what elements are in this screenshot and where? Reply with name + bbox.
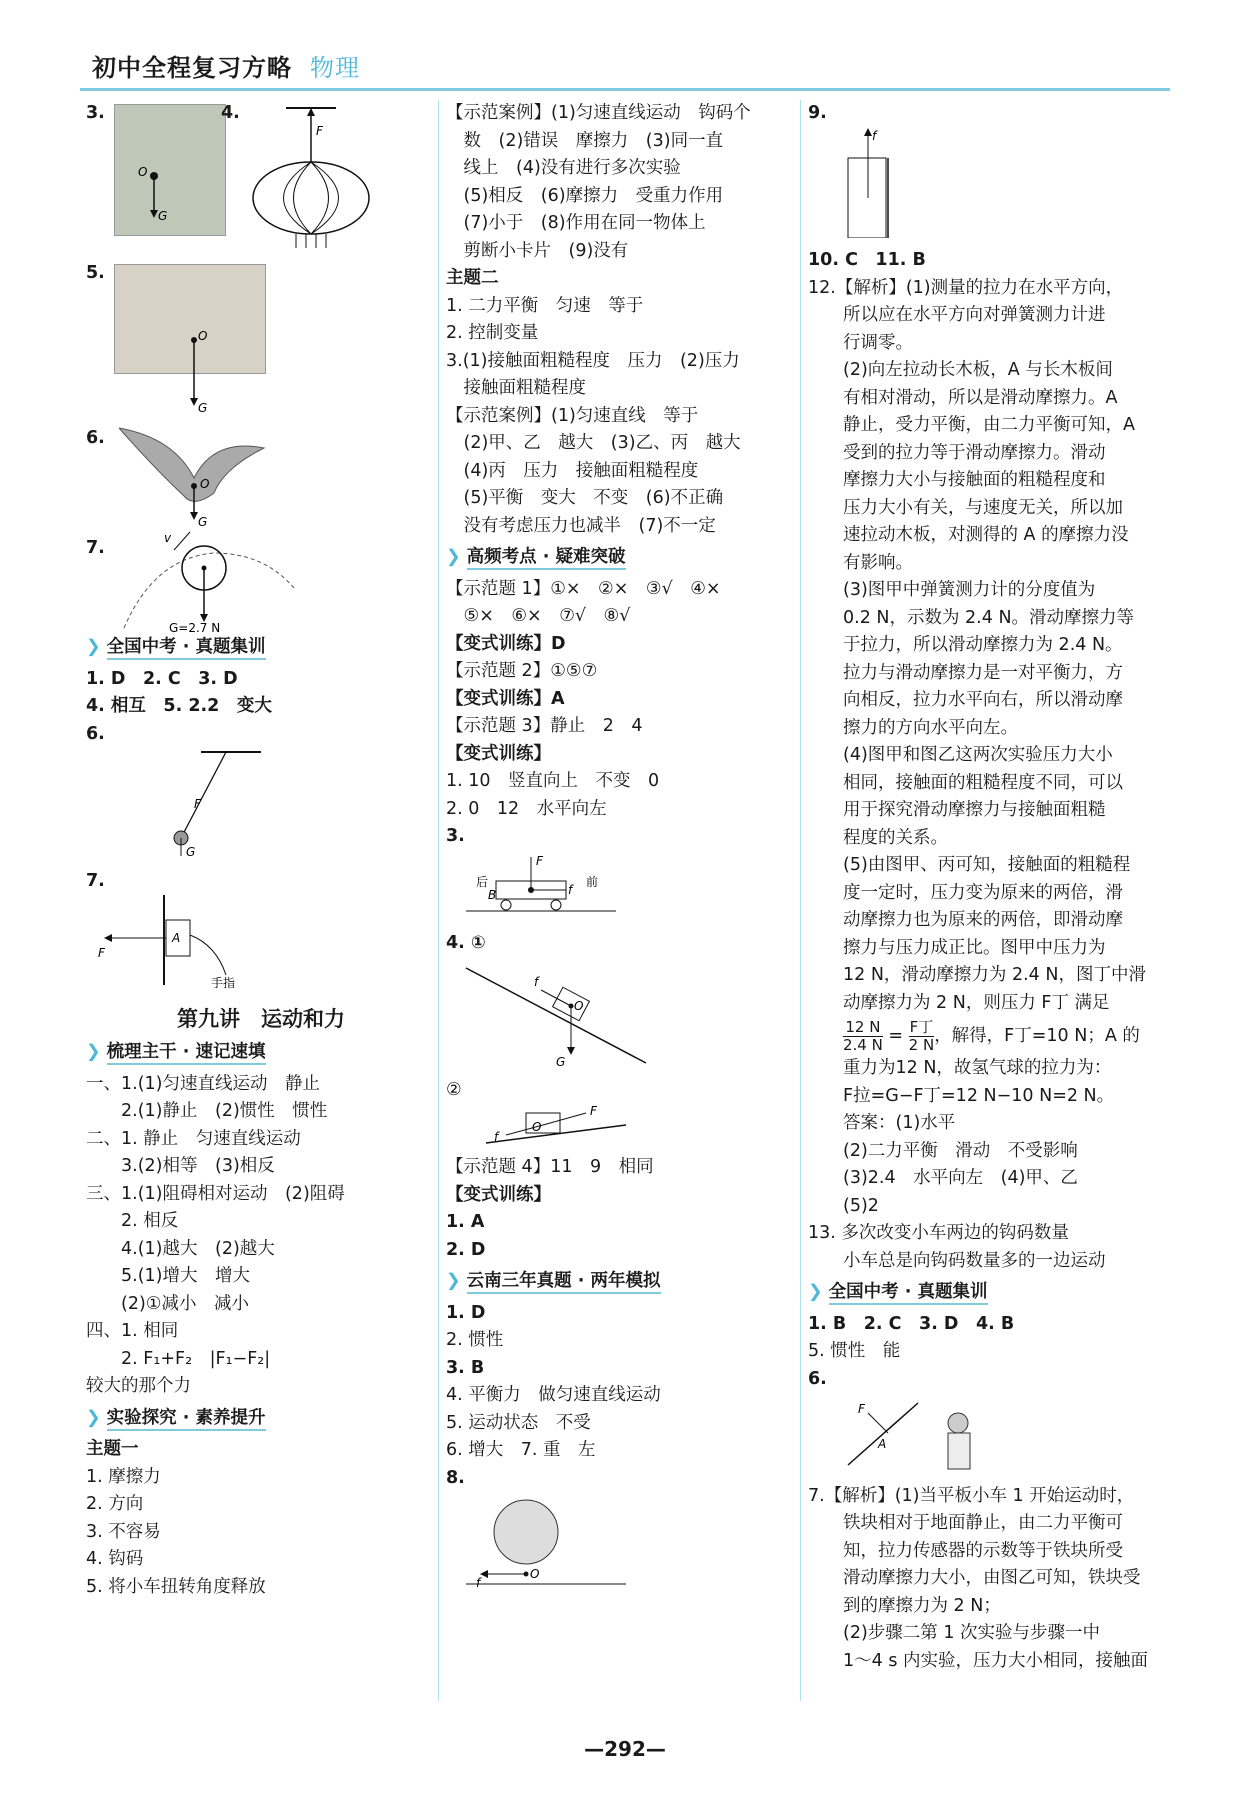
text-line: 1. D [446, 1302, 486, 1323]
fig-label: 4. [221, 103, 240, 123]
text-line: 三、1.(1)阻碍相对运动 (2)阻碍 [86, 1183, 345, 1204]
text-line: F拉=G−F丁=12 N−10 N=2 N。 [843, 1085, 1115, 1106]
text-line: 3.(1)接触面粗糙程度 压力 (2)压力 [446, 350, 740, 371]
panda-diagram [446, 1492, 646, 1592]
column-divider [800, 100, 801, 1701]
text-line: 度一定时，压力变为原来的两倍，滑 [843, 882, 1123, 903]
text-line: 12.【解析】(1)测量的拉力在水平方向， [808, 277, 1124, 298]
text-line: 较大的那个力 [86, 1376, 191, 1396]
column-3 [808, 100, 1173, 1675]
label-O: O [530, 1567, 540, 1581]
ball-gravity-diagram [114, 528, 304, 633]
pendulum-diagram [86, 748, 286, 858]
text-line: 【示范题 4】11 9 相同 [446, 1157, 654, 1177]
answer-line: 6. [86, 723, 105, 744]
text-line: 程度的关系。 [843, 827, 948, 848]
text-line: (2)①减小 减小 [121, 1293, 249, 1314]
text-line: 【示范题 1】①× ②× ③√ ④× [446, 578, 721, 599]
fraction-tail: ，解得，F丁=10 N；A 的 [934, 1026, 1140, 1046]
question-label: 9. [808, 103, 827, 123]
text-line: (2)甲、乙 越大 (3)乙、丙 越大 [463, 433, 741, 453]
text-line: 8. [446, 1467, 465, 1488]
text-line: 于拉力，所以滑动摩擦力为 2.4 N。 [843, 635, 1123, 655]
text-line: 所以应在水平方向对弹簧测力计进 [843, 305, 1106, 325]
figures-3-7 [86, 100, 436, 633]
text-line: 5. 惯性 能 [808, 1341, 901, 1361]
text-line: 速拉动木板，对测得的 A 的摩擦力没 [843, 525, 1129, 545]
text-line: 2. D [446, 1239, 486, 1260]
label-O: O [198, 329, 208, 343]
text-line: 小车总是向钩码数量多的一边运动 [843, 1250, 1106, 1271]
header-rule [80, 88, 1170, 91]
text-line: 4.(1)越大 (2)越大 [121, 1238, 275, 1259]
label-O: O [532, 1119, 542, 1134]
javelin-diagram [808, 1393, 1028, 1473]
answer-line: 1. D 2. C 3. D [86, 668, 238, 689]
text-line: 动摩擦力为 2 N，则压力 F丁 满足 [843, 992, 1110, 1013]
monkey-gravity-diagram [114, 104, 226, 236]
text-line: 10. C 11. B [808, 250, 926, 270]
label-G: G [198, 515, 208, 528]
text-line: 1. B 2. C 3. D 4. B [808, 1313, 1015, 1334]
text-line: (4)图甲和图乙这两次实验压力大小 [843, 745, 1113, 765]
text-line: 5.(1)增大 增大 [121, 1266, 250, 1286]
label-F: F [590, 1104, 597, 1118]
bowl-gravity-diagram [114, 264, 266, 414]
text-line: 擦力的方向水平向左。 [843, 717, 1018, 738]
fig-label: 4. ① [446, 933, 486, 953]
text-line: 3.(2)相等 (3)相反 [121, 1156, 275, 1176]
text-line: 2.(1)静止 (2)惯性 惯性 [121, 1101, 328, 1121]
text-line: 一、1.(1)匀速直线运动 静止 [86, 1073, 320, 1094]
text-line: 【变式训练】 [446, 1184, 551, 1205]
text-line: 相同，接触面的粗糙程度不同，可以 [843, 772, 1123, 793]
text-line: 【示范题 2】①⑤⑦ [446, 661, 598, 681]
text-line: 1. A [446, 1212, 485, 1232]
fig-label: 6. [86, 428, 105, 448]
answer-line: 4. 相互 5. 2.2 变大 [86, 696, 272, 716]
wall-block-diagram [86, 895, 286, 990]
label-F: F [194, 797, 201, 811]
text-line: 1. 摩擦力 [86, 1466, 161, 1487]
fraction-top: F丁 [909, 1017, 934, 1036]
label-f: f [872, 128, 877, 143]
fig-label: 3. [86, 103, 105, 123]
text-line: 没有考虑压力也减半 (7)不一定 [463, 515, 716, 536]
text-line: 6. 增大 7. 重 左 [446, 1440, 596, 1460]
text-line: (3)图甲中弹簧测力计的分度值为 [843, 580, 1096, 600]
page-number: —292— [584, 1737, 666, 1761]
section-heading: ❯ 高频考点 · 疑难突破 [446, 544, 796, 572]
section-heading: ❯ 梳理主干 · 速记速填 [86, 1039, 436, 1067]
text-line: (7)小于 (8)作用在同一物体上 [463, 213, 706, 233]
section-heading: ❯ 全国中考 · 真题集训 [86, 634, 436, 662]
text-line: 铁块相对于地面静止，由二力平衡可 [843, 1513, 1123, 1533]
text-line: 受到的拉力等于滑动摩擦力。滑动 [843, 442, 1106, 463]
column-divider [438, 100, 439, 1701]
text-line: (5)平衡 变大 不变 (6)不正确 [463, 488, 724, 508]
text-line: 6. [808, 1368, 827, 1389]
column-1 [86, 100, 436, 1601]
answer-line: 7. [86, 870, 105, 891]
cart-diagram [446, 851, 646, 921]
bird-gravity-diagram [114, 418, 284, 528]
text-line: 2. 0 12 水平向左 [446, 798, 607, 819]
text-line: (3)2.4 水平向左 (4)甲、乙 [843, 1168, 1078, 1188]
label-f: f [476, 1576, 481, 1590]
label-G: G [186, 845, 196, 858]
text-line: 7.【解析】(1)当平板小车 1 开始运动时， [808, 1485, 1135, 1506]
text-line: (5)相反 (6)摩擦力 受重力作用 [463, 185, 724, 206]
text-line: (5)由图甲、丙可知，接触面的粗糙程 [843, 855, 1131, 875]
label-f: f [534, 974, 539, 989]
text-line: 滑动摩擦力大小，由图乙可知，铁块受 [843, 1568, 1141, 1588]
text-line: 【示范案例】(1)匀速直线 等于 [446, 405, 699, 426]
text-line: 1. 10 竖直向上 不变 0 [446, 771, 660, 791]
text-line: 【示范案例】(1)匀速直线运动 钩码个 [446, 103, 751, 123]
label-f: f [494, 1129, 499, 1144]
text-line: (4)丙 压力 接触面粗糙程度 [463, 460, 699, 481]
incline-diagram-1 [446, 958, 666, 1068]
text-line: 剪断小卡片 (9)没有 [463, 240, 629, 261]
label-G: G [158, 209, 168, 223]
label-O: O [138, 165, 148, 179]
topic-heading: 主题二 [446, 268, 499, 288]
fraction-bottom: 2 N [908, 1035, 935, 1054]
book-title: 初中全程复习方略 [92, 54, 292, 82]
label-F: F [316, 124, 323, 138]
label-F: F [858, 1402, 865, 1416]
text-line: 13. 多次改变小车两边的钩码数量 [808, 1223, 1069, 1243]
text-line: 3. 不容易 [86, 1521, 161, 1542]
text-line: 摩擦力大小与接触面的粗糙程度和 [843, 470, 1106, 490]
text-line: 【变式训练】 [446, 743, 551, 764]
text-line: 到的摩擦力为 2 N； [843, 1595, 1001, 1616]
wall-friction-diagram [808, 128, 1008, 238]
text-line: 擦力与压力成正比。图甲中压力为 [843, 937, 1106, 958]
fig-label: 7. [86, 538, 105, 558]
fraction-top: 12 N [843, 1019, 883, 1037]
lantern-diagram [246, 100, 406, 250]
label-finger: 手指 [211, 976, 236, 990]
section-heading: ❯ 实验探究 · 素养提升 [86, 1405, 436, 1433]
text-line: 3. [446, 826, 465, 846]
label-A: A [878, 1437, 887, 1451]
text-line: 【示范题 3】静止 2 4 [446, 716, 643, 736]
label-F: F [536, 853, 543, 868]
text-line: 压力大小有关，与速度无关，所以加 [843, 497, 1123, 518]
topic-heading: 主题一 [86, 1439, 139, 1459]
fig-label: ② [446, 1080, 462, 1100]
text-line: 【变式训练】D [446, 633, 566, 654]
text-line: 四、1. 相同 [86, 1321, 179, 1341]
text-line: 重力为12 N，故氢气球的拉力为： [843, 1058, 1112, 1078]
text-line: 1～4 s 内实验，压力大小相同，接触面 [843, 1650, 1149, 1671]
page-header [92, 48, 360, 83]
text-line: 数 (2)错误 摩擦力 (3)同一直 [463, 130, 724, 151]
subject-label: 物理 [310, 54, 360, 82]
incline-diagram-2 [446, 1105, 666, 1145]
text-line: 3. B [446, 1357, 485, 1378]
text-line: 有相对滑动，所以是滑动摩擦力。A [843, 387, 1118, 408]
column-2 [446, 100, 796, 1602]
text-line: (2)二力平衡 滑动 不受影响 [843, 1140, 1078, 1161]
label-v: v [164, 531, 172, 545]
section-heading: ❯ 云南三年真题 · 两年模拟 [446, 1268, 796, 1296]
label-F: F [98, 946, 105, 960]
text-line: 2. F₁+F₂ |F₁−F₂| [121, 1348, 271, 1369]
text-line: 2. 相反 [121, 1211, 179, 1231]
text-line: 答案：(1)水平 [843, 1113, 956, 1133]
text-line: 行调零。 [843, 332, 913, 353]
section-heading: ❯ 全国中考 · 真题集训 [808, 1279, 1173, 1307]
text-line: 有影响。 [843, 552, 913, 573]
label-B: B [488, 887, 497, 902]
text-line: 接触面粗糙程度 [463, 378, 586, 398]
text-line: 拉力与滑动摩擦力是一对平衡力，方 [843, 662, 1123, 683]
text-line: 5. 运动状态 不受 [446, 1412, 591, 1433]
text-line: 4. 平衡力 做匀速直线运动 [446, 1385, 661, 1405]
lecture-title: 第九讲 运动和力 [177, 1006, 345, 1031]
label-f: f [568, 882, 573, 897]
text-line: 知，拉力传感器的示数等于铁块所受 [843, 1540, 1123, 1561]
fraction-bottom: 2.4 N [843, 1035, 883, 1054]
text-line: (5)2 [843, 1195, 879, 1216]
text-line: ⑤× ⑥× ⑦√ ⑧√ [463, 606, 631, 626]
label-qian: 前 [586, 874, 599, 889]
text-line: 0.2 N，示数为 2.4 N。滑动摩擦力等 [843, 607, 1135, 628]
label-G: G [556, 1054, 566, 1068]
text-line: (2)向左拉动长木板，A 与长木板间 [843, 360, 1113, 380]
text-line: 二、1. 静止 匀速直线运动 [86, 1128, 301, 1149]
text-line: 2. 惯性 [446, 1330, 504, 1350]
text-line: 1. 二力平衡 匀速 等于 [446, 295, 644, 316]
text-line: 2. 方向 [86, 1494, 144, 1514]
text-line: 【变式训练】A [446, 688, 565, 709]
text-line: 5. 将小车扭转角度释放 [86, 1576, 266, 1597]
label-A: A [172, 931, 181, 945]
text-line: 线上 (4)没有进行多次实验 [463, 158, 681, 178]
fraction-line: $\frac{12 N}{2.4 N}$ = $\frac{\text{F丁}}{2 N}$ ，解得，F丁=10 N；A 的 [843, 1017, 1140, 1054]
label-G: G [198, 401, 208, 414]
fig-label: 5. [86, 263, 105, 283]
text-line: 动摩擦力也为原来的两倍，即滑动摩 [843, 910, 1123, 930]
label-O: O [574, 998, 584, 1013]
label-g27: G=2.7 N [169, 621, 221, 633]
text-line: 12 N，滑动摩擦力为 2.4 N，图丁中滑 [843, 965, 1146, 985]
text-line: 用于探究滑动摩擦力与接触面粗糙 [843, 800, 1106, 820]
text-line: 4. 钩码 [86, 1549, 144, 1569]
label-O: O [200, 477, 210, 491]
text-line: (2)步骤二第 1 次实验与步骤一中 [843, 1623, 1101, 1643]
text-line: 2. 控制变量 [446, 323, 539, 343]
text-line: 静止，受力平衡，由二力平衡可知，A [843, 415, 1135, 435]
label-hou: 后 [476, 874, 489, 889]
text-line: 向相反，拉力水平向右，所以滑动摩 [843, 690, 1123, 710]
